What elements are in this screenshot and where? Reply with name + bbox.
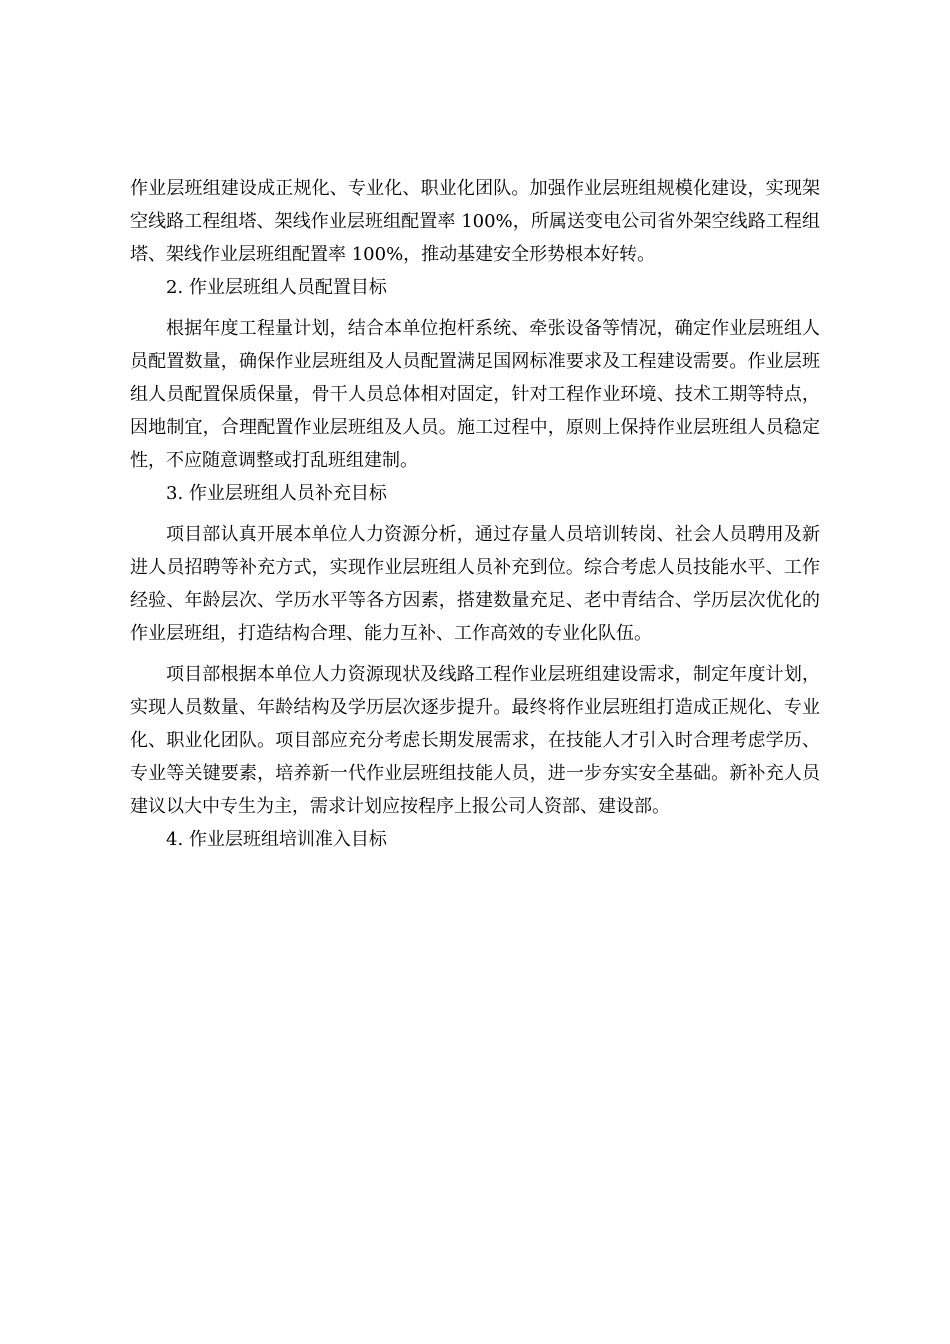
- paragraph-staffing: 根据年度工程量计划，结合本单位抱杆系统、牵张设备等情况，确定作业层班组人员配置数量，确保作业层班组及人员配置满足国网标准要求及工程建设需要。作业层班组人员配置保质保量，骨干人员总体相对固定，针对工程作业环境、技术工期等特点，因地制宜，合理配置作业层班组及人员。施工过程中，原则上保持作业层班组人员稳定性，不应随意调整或打乱班组建制。: [130, 318, 820, 471]
- section-heading-2: 2. 作业层班组人员配置目标: [166, 277, 387, 298]
- paragraph-continuation: 作业层班组建设成正规化、专业化、职业化团队。加强作业层班组规模化建设，实现架空线路工程组塔、架线作业层班组配置率 100%，所属送变电公司省外架空线路工程组塔、架线作业层班组配置率 100%，推动基建安全形势根本好转。: [130, 178, 820, 265]
- section-heading-4: 4. 作业层班组培训准入目标: [166, 829, 387, 850]
- paragraph-supplement: 项目部认真开展本单位人力资源分析，通过存量人员培训转岗、社会人员聘用及新进人员招聘等补充方式，实现作业层班组人员补充到位。综合考虑人员技能水平、工作经验、年龄层次、学历水平等各方因素，搭建数量充足、老中青结合、学历层次优化的作业层班组，打造结构合理、能力互补、工作高效的专业化队伍。: [130, 524, 820, 644]
- document-body: [130, 172, 820, 856]
- section-heading-3: 3. 作业层班组人员补充目标: [166, 483, 387, 504]
- paragraph-annual-plan: 项目部根据本单位人力资源现状及线路工程作业层班组建设需求，制定年度计划，实现人员数量、年龄结构及学历层次逐步提升。最终将作业层班组打造成正规化、专业化、职业化团队。项目部应充分考虑长期发展需求，在技能人才引入时合理考虑学历、专业等关键要素，培养新一代作业层班组技能人员，进一步夯实安全基础。新补充人员建议以大中专生为主，需求计划应按程序上报公司人资部、建设部。: [130, 664, 820, 817]
